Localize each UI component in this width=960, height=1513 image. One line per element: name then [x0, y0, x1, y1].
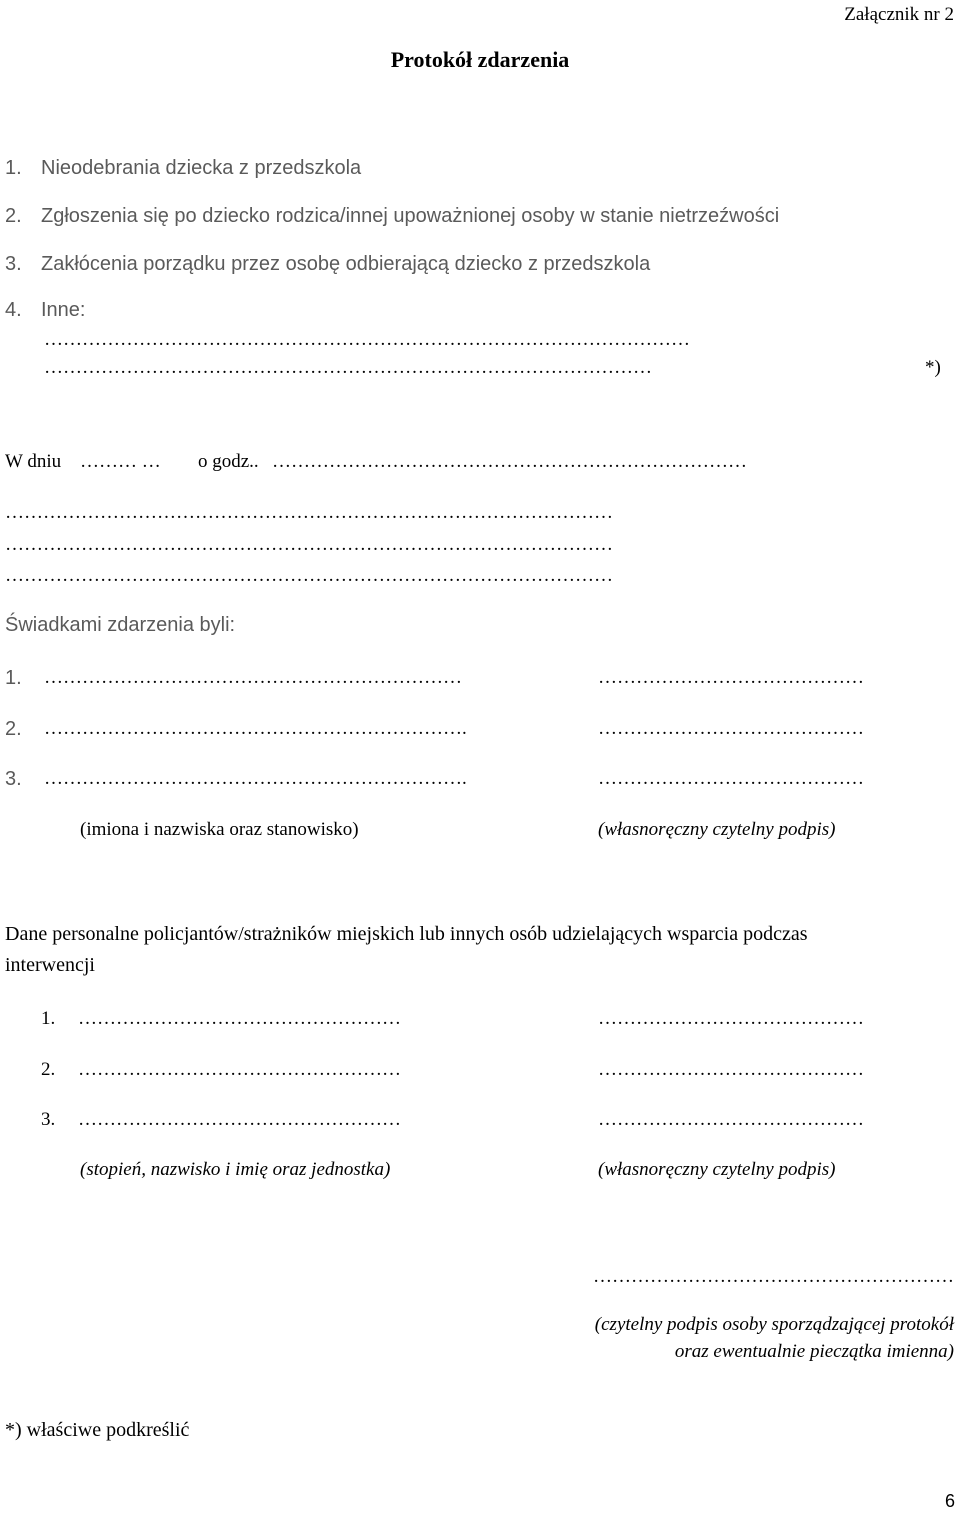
support-signature-dotted-field: …………………………………… — [598, 1109, 864, 1130]
witness-signature-dotted-field: …………………………………… — [598, 718, 864, 739]
witness-signature-dotted-field: …………………………………… — [598, 667, 864, 688]
attachment-label: Załącznik nr 2 — [844, 4, 954, 25]
witness-name-dotted-field: …………………………………………………………. — [44, 718, 467, 739]
other-reason-dotted-line: …………………………………………………………………………………… — [44, 357, 652, 378]
list-item-number: 1. — [5, 157, 22, 179]
support-signature-dotted-field: …………………………………… — [598, 1059, 864, 1080]
list-item-text: Nieodebrania dziecka z przedszkola — [41, 157, 362, 179]
page-number: 6 — [944, 1491, 955, 1511]
author-signature-caption-continuation: oraz ewentualnie pieczątka imienna) — [674, 1341, 954, 1362]
author-signature-caption: (czytelny podpis osoby sporządzającej protokół — [594, 1314, 954, 1335]
footnote: *) właściwe podkreślić — [5, 1419, 190, 1441]
list-item-text: Inne: — [41, 299, 86, 321]
support-number: 2. — [41, 1059, 56, 1080]
support-name-caption: (stopień, nazwisko i imię oraz jednostka) — [80, 1159, 391, 1180]
description-dotted-line: …………………………………………………………………………………… — [5, 502, 613, 523]
witness-name-caption: (imiona i nazwiska oraz stanowisko) — [80, 819, 359, 840]
witness-number: 1. — [5, 667, 22, 689]
support-signature-caption: (własnoręczny czytelny podpis) — [598, 1159, 836, 1180]
support-number: 3. — [41, 1109, 56, 1130]
time-label: o godz.. — [198, 451, 259, 472]
witness-number: 3. — [5, 768, 22, 790]
description-dotted-line: …………………………………………………………………………………… — [5, 565, 613, 586]
support-heading: Dane personalne policjantów/strażników miejskich lub innych osób udzielających wsparcia podczas — [5, 923, 808, 945]
support-heading-continuation: interwencji — [5, 954, 95, 976]
date-label: W dniu — [5, 451, 62, 472]
support-signature-dotted-field: …………………………………… — [598, 1008, 864, 1029]
list-item-number: 4. — [5, 299, 22, 321]
support-number: 1. — [41, 1008, 56, 1029]
list-item-text: Zakłócenia porządku przez osobę odbierającą dziecko z przedszkola — [41, 253, 651, 275]
author-signature-dotted-field: ………………………………………………… — [593, 1266, 954, 1287]
list-item-text: Zgłoszenia się po dziecko rodzica/innej upoważnionej osoby w stanie nietrzeźwości — [41, 205, 780, 227]
witness-number: 2. — [5, 718, 22, 740]
witnesses-heading: Świadkami zdarzenia byli: — [5, 614, 236, 636]
time-dotted-field: ………………………………………………………………… — [272, 451, 747, 472]
list-item-number: 2. — [5, 205, 22, 227]
page-title: Protokół zdarzenia — [390, 47, 570, 72]
list-item-number: 3. — [5, 253, 22, 275]
witness-name-dotted-field: ………………………………………………………… — [44, 667, 462, 688]
support-name-dotted-field: …………………………………………… — [78, 1059, 401, 1080]
other-reason-dotted-line: ………………………………………………………………………………………… — [44, 329, 690, 350]
support-name-dotted-field: …………………………………………… — [78, 1109, 401, 1130]
support-name-dotted-field: …………………………………………… — [78, 1008, 401, 1029]
footnote-marker: *) — [925, 357, 941, 378]
witness-name-dotted-field: …………………………………………………………. — [44, 768, 467, 789]
date-dotted-field: ……… … — [80, 451, 161, 472]
witness-signature-caption: (własnoręczny czytelny podpis) — [598, 819, 836, 840]
description-dotted-line: …………………………………………………………………………………… — [5, 534, 613, 555]
witness-signature-dotted-field: …………………………………… — [598, 768, 864, 789]
